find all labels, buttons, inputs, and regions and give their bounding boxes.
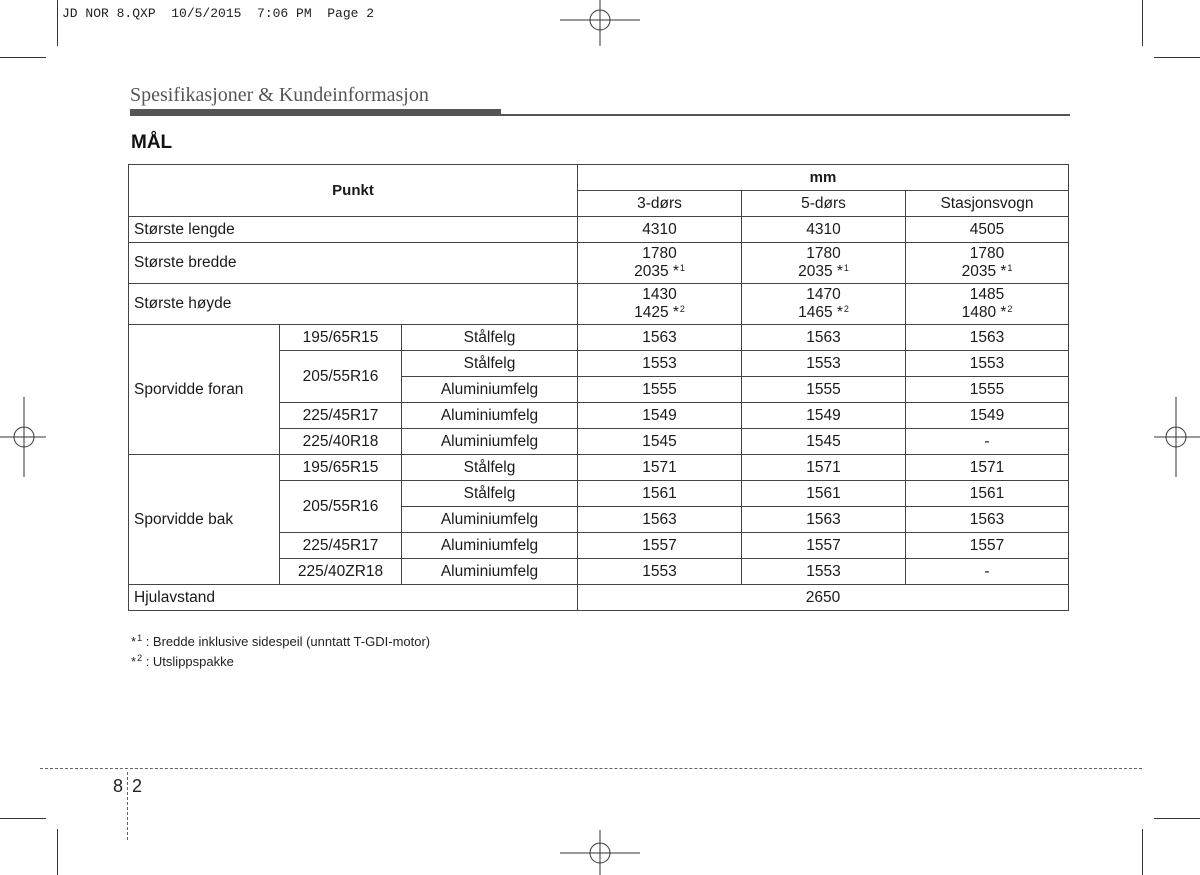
footer-dashed-divider	[127, 772, 128, 840]
row-label: Sporvidde bak	[129, 455, 280, 585]
cell-value: 1563	[742, 325, 906, 351]
table-header-row	[129, 165, 1069, 191]
cell-value: 1549	[578, 403, 742, 429]
cell-value: 1563	[906, 325, 1069, 351]
dimensions-table	[128, 164, 1069, 611]
header-mm: mm	[578, 165, 1069, 191]
page-heading: MÅL	[131, 132, 173, 153]
table-row	[129, 243, 1069, 284]
cell-rim: Aluminiumfelg	[402, 507, 578, 533]
cell-value: 1545	[578, 429, 742, 455]
cell-value: -	[906, 559, 1069, 585]
cell-tire: 225/45R17	[280, 533, 402, 559]
registration-mark-left	[0, 397, 48, 477]
cell-value: 1545	[742, 429, 906, 455]
cell-value: 1557	[906, 533, 1069, 559]
cell-rim: Stålfelg	[402, 325, 578, 351]
cell-tire: 225/40ZR18	[280, 559, 402, 585]
row-label: Sporvidde foran	[129, 325, 280, 455]
header-5-dors: 5-dørs	[742, 191, 906, 217]
footnote-2: *$^2$ : Utslippspakke	[131, 653, 234, 669]
page-chapter: 8	[113, 776, 124, 796]
header-rule-line	[501, 114, 1070, 116]
cell-value: 1780 2035 *$^1$	[742, 243, 906, 284]
cell-value: 1563	[578, 325, 742, 351]
cell-value: 1555	[906, 377, 1069, 403]
row-label: Største lengde	[129, 217, 578, 243]
row-label: Største høyde	[129, 284, 578, 325]
cell-value: 1571	[578, 455, 742, 481]
table-row	[129, 217, 1069, 243]
cell-rim: Stålfelg	[402, 455, 578, 481]
cell-rim: Stålfelg	[402, 351, 578, 377]
cell-rim: Aluminiumfelg	[402, 559, 578, 585]
cell-tire: 225/40R18	[280, 429, 402, 455]
cell-value: 4310	[742, 217, 906, 243]
cell-value: 1780 2035 *$^1$	[906, 243, 1069, 284]
cell-tire: 195/65R15	[280, 325, 402, 351]
cell-rim: Aluminiumfelg	[402, 533, 578, 559]
registration-mark-bottom	[560, 826, 640, 875]
cell-rim: Aluminiumfelg	[402, 429, 578, 455]
cell-value: 2650	[578, 585, 1069, 611]
cell-value: 1470 1465 *$^2$	[742, 284, 906, 325]
section-title: Spesifikasjoner & Kundeinformasjon	[130, 84, 429, 106]
cell-value: -	[906, 429, 1069, 455]
cell-value: 1571	[742, 455, 906, 481]
cell-value: 1557	[742, 533, 906, 559]
cell-tire: 205/55R16	[280, 351, 402, 403]
row-label: Største bredde	[129, 243, 578, 284]
cell-value: 1555	[742, 377, 906, 403]
cell-rim: Stålfelg	[402, 481, 578, 507]
table-row	[129, 455, 1069, 481]
cell-value: 1561	[742, 481, 906, 507]
header-punkt: Punkt	[129, 165, 578, 217]
footer-dashed-rule	[40, 768, 1142, 769]
cell-value: 1553	[742, 351, 906, 377]
cell-value: 1485 1480 *$^2$	[906, 284, 1069, 325]
cell-value: 1563	[742, 507, 906, 533]
cell-value: 4505	[906, 217, 1069, 243]
cell-value: 1553	[578, 351, 742, 377]
table-row	[129, 284, 1069, 325]
header-3-dors: 3-dørs	[578, 191, 742, 217]
cell-value: 1549	[906, 403, 1069, 429]
table-row	[129, 585, 1069, 611]
cell-value: 1561	[906, 481, 1069, 507]
cell-tire: 225/45R17	[280, 403, 402, 429]
cell-value: 1553	[578, 559, 742, 585]
cell-value: 1555	[578, 377, 742, 403]
cell-value: 1571	[906, 455, 1069, 481]
cell-value: 1553	[906, 351, 1069, 377]
cell-value: 1430 1425 *$^2$	[578, 284, 742, 325]
footnote-1: *$^1$ : Bredde inklusive sidespeil (unntatt T-GDI-motor)	[131, 633, 431, 649]
print-slug: JD NOR 8.QXP 10/5/2015 7:06 PM Page 2	[62, 6, 375, 21]
cell-value: 1557	[578, 533, 742, 559]
cell-value: 1553	[742, 559, 906, 585]
table-row	[129, 325, 1069, 351]
cell-value: 1563	[578, 507, 742, 533]
header-stasjonsvogn: Stasjonsvogn	[906, 191, 1069, 217]
cell-value: 1563	[906, 507, 1069, 533]
registration-mark-top	[560, 0, 640, 50]
cell-tire: 205/55R16	[280, 481, 402, 533]
cell-rim: Aluminiumfelg	[402, 377, 578, 403]
page-number: 2	[132, 776, 143, 796]
cell-value: 1561	[578, 481, 742, 507]
header-rule-bar	[130, 109, 501, 116]
cell-value: 4310	[578, 217, 742, 243]
registration-mark-right	[1152, 397, 1200, 477]
cell-value: 1780 2035 *$^1$	[578, 243, 742, 284]
row-label: Hjulavstand	[129, 585, 578, 611]
cell-rim: Aluminiumfelg	[402, 403, 578, 429]
cell-tire: 195/65R15	[280, 455, 402, 481]
cell-value: 1549	[742, 403, 906, 429]
